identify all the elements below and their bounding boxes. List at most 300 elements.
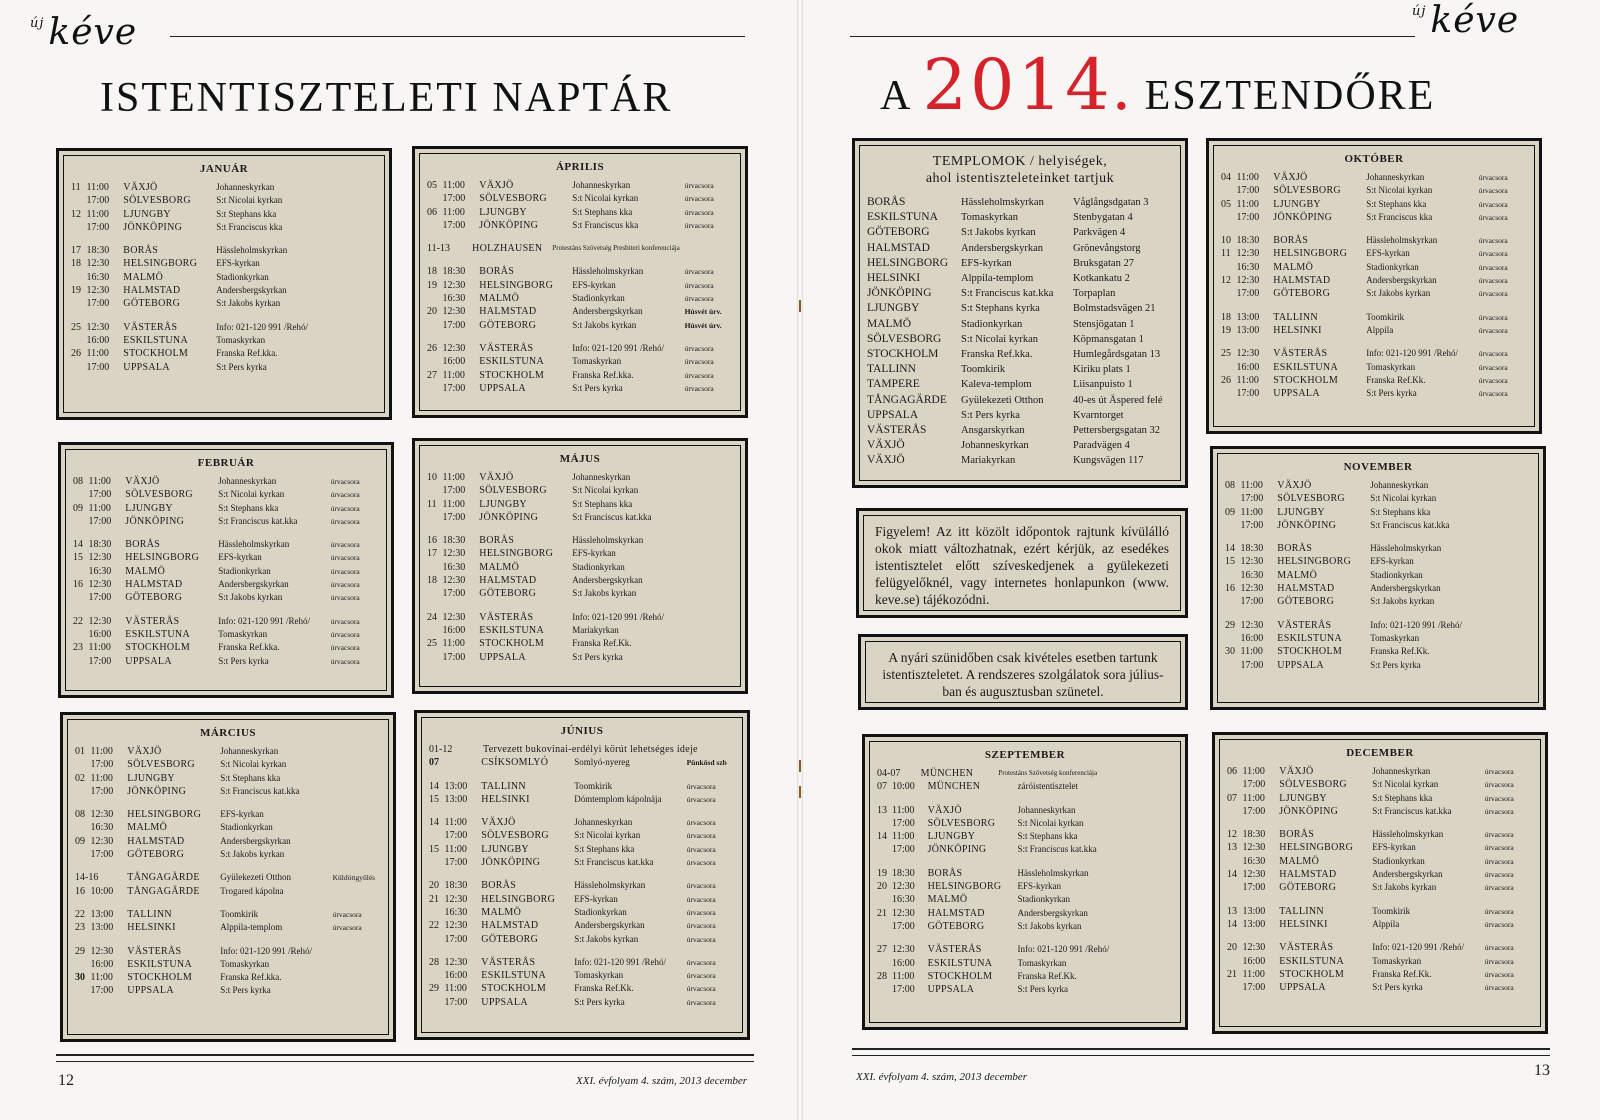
schedule-row — [75, 945, 381, 958]
day-cell: 29 — [75, 945, 85, 957]
time-cell: 17:00 — [86, 298, 110, 310]
church-cell: Tomaskyrkan — [572, 356, 622, 367]
schedule-row — [1227, 778, 1533, 791]
note-cell: úrvacsora — [1478, 375, 1508, 385]
city-cell: GÖTEBORG — [123, 298, 181, 310]
city-cell: TÅNGAGÄRDE — [127, 872, 200, 884]
schedule-row — [427, 292, 733, 305]
city-cell: UPPSALA — [1279, 982, 1326, 994]
church-cell: Andersbergskyrkan — [1366, 275, 1437, 286]
church-cell: Alppila — [1366, 324, 1394, 335]
time-cell: 17:00 — [891, 920, 915, 932]
notice-box-attention — [856, 508, 1188, 618]
city-cell: HELSINKI — [1273, 324, 1322, 336]
church-cell: S:t Franciscus kat.kka — [572, 511, 652, 522]
note-cell — [333, 848, 381, 861]
time-cell: 16:30 — [891, 894, 915, 906]
temple-address: Parkvägen 4 — [1073, 227, 1126, 239]
schedule-row — [75, 772, 381, 785]
schedule-row — [1227, 805, 1533, 818]
church-cell: S:t Nicolai kyrkan — [574, 830, 641, 841]
city-cell: JÖNKÖPING — [479, 219, 539, 231]
city-cell: MALMÖ — [479, 293, 520, 305]
time-cell: 12:30 — [1236, 275, 1260, 287]
logo-name: kéve — [1430, 0, 1520, 41]
note-cell: úrvacsora — [684, 357, 714, 367]
schedule-row — [71, 257, 377, 270]
city-cell: STOCKHOLM — [481, 983, 547, 995]
church-cell: S:t Pers kyrka — [220, 985, 271, 996]
temple-city: ESKILSTUNA — [867, 211, 938, 224]
church-cell: S:t Nicolai kyrkan — [1017, 817, 1084, 828]
note-cell: úrvacsora — [1478, 325, 1508, 335]
temple-church: S:t Jakobs kyrkan — [961, 227, 1036, 239]
church-cell: Andersbergskyrkan — [572, 306, 643, 317]
note-cell: úrvacsora — [684, 194, 714, 204]
day-cell — [1221, 387, 1237, 400]
time-cell: 17:00 — [1236, 288, 1260, 300]
city-cell: JÖNKÖPING — [123, 221, 183, 233]
city-cell: SÖLVESBORG — [479, 485, 547, 497]
city-cell: GÖTEBORG — [1273, 288, 1331, 300]
time-cell: 11:00 — [444, 817, 467, 829]
note-cell — [1126, 817, 1173, 830]
note-cell — [685, 471, 733, 484]
city-cell: GÖTEBORG — [127, 849, 185, 861]
note-cell — [333, 984, 381, 997]
city-cell: MALMÖ — [125, 565, 166, 577]
day-cell: 28 — [429, 956, 439, 968]
note-cell: úrvacsora — [1478, 186, 1508, 196]
time-cell: 11:00 — [90, 746, 113, 757]
time-cell: 13:00 — [1242, 905, 1266, 917]
note-cell: úrvacsora — [1484, 943, 1514, 953]
temple-church: S:t Franciscus kat.kka — [961, 288, 1054, 300]
church-cell: S:t Jakobs kyrkan — [216, 298, 281, 309]
church-cell: Hässleholmskyrkan — [216, 245, 288, 256]
city-cell: HALMSTAD — [1277, 583, 1335, 595]
schedule-row — [1221, 211, 1527, 224]
day-cell: 19 — [427, 279, 437, 291]
day-cell — [877, 893, 892, 906]
church-cell: Alppila-templom — [220, 922, 283, 933]
city-cell: HALMSTAD — [127, 835, 185, 847]
day-cell: 29 — [1225, 619, 1235, 631]
note-cell — [1483, 582, 1531, 595]
schedule-row — [73, 641, 379, 654]
day-cell: 10 — [1221, 235, 1231, 247]
time-cell: 16:30 — [90, 822, 114, 834]
church-cell: Dómtemplom kápolnája — [574, 793, 662, 804]
temple-row — [867, 225, 1173, 240]
note-cell: úrvacsora — [332, 923, 362, 933]
temple-church: Kaleva-templom — [961, 379, 1032, 391]
day-cell: 09 — [1225, 506, 1235, 518]
schedule-row — [75, 758, 381, 771]
group-spacer — [877, 857, 1173, 867]
city-cell: VÄSTERÅS — [1277, 619, 1332, 631]
time-cell: 16:30 — [88, 565, 112, 577]
city-cell: LJUNGBY — [481, 843, 529, 855]
temple-city: TÅNGAGÄRDE — [867, 393, 947, 406]
logo-left — [30, 12, 137, 53]
schedule-row — [1225, 555, 1531, 568]
note-cell — [691, 242, 733, 255]
time-cell: 16:30 — [442, 293, 466, 305]
time-cell: 13:00 — [1236, 311, 1260, 323]
day-cell — [73, 565, 89, 578]
note-cell — [333, 745, 381, 758]
temple-address: Stenbygatan 4 — [1073, 212, 1133, 224]
title-a: A — [880, 73, 911, 119]
city-cell: STOCKHOLM — [125, 642, 191, 654]
time-cell: 17:00 — [90, 785, 114, 797]
schedule-row — [75, 821, 381, 834]
city-cell: UPPSALA — [479, 382, 526, 394]
church-cell: Hässleholmskyrkan — [1366, 235, 1438, 246]
day-cell: 05 — [1221, 198, 1231, 210]
note-cell: úrvacsora — [330, 477, 360, 486]
note-cell — [333, 958, 381, 971]
day-cell: 14 — [1225, 543, 1235, 555]
church-cell: Stadionkyrkan — [216, 271, 269, 282]
day-cell — [877, 843, 892, 856]
church-cell: S:t Jakobs kyrkan — [1017, 920, 1082, 931]
day-cell — [1227, 778, 1243, 791]
time-cell: 17:00 — [90, 985, 114, 997]
church-cell: S:t Franciscus kka — [216, 221, 283, 232]
church-cell: Info: 021-120 991 /Rehó/ — [1366, 348, 1459, 359]
city-cell: JÖNKÖPING — [1273, 211, 1333, 223]
temple-church: Alppila-templom — [961, 273, 1034, 285]
day-cell — [73, 591, 89, 604]
church-cell: Andersbergskyrkan — [1017, 907, 1088, 918]
city-cell: LJUNGBY — [1279, 792, 1327, 804]
day-cell: 20 — [877, 881, 887, 893]
schedule-row — [1227, 841, 1533, 854]
day-cell: 15 — [1225, 556, 1235, 568]
city-cell: MALMÖ — [1273, 261, 1314, 273]
church-cell: S:t Stephans kka — [1017, 831, 1078, 842]
temple-church: S:t Nicolai kyrkan — [961, 333, 1038, 345]
schedule-row — [427, 355, 733, 368]
schedule-row — [1225, 479, 1531, 492]
church-cell: Tomaskyrkan — [218, 628, 268, 639]
schedule-row — [1225, 519, 1531, 532]
schedule-row — [73, 515, 379, 528]
city-cell: STOCKHOLM — [127, 972, 193, 984]
church-cell: Andersbergskyrkan — [216, 285, 287, 296]
time-cell: 17:00 — [88, 489, 112, 501]
church-cell: Hässleholmskyrkan — [1372, 829, 1444, 840]
title-year: 2014 — [922, 44, 1113, 126]
time-cell: 17:00 — [1236, 185, 1260, 197]
time-cell: 12:30 — [88, 615, 112, 627]
schedule-row — [429, 893, 735, 906]
day-cell — [427, 511, 443, 524]
church-cell: Hässleholmskyrkan — [574, 880, 646, 891]
note-cell: úrvacsora — [1484, 780, 1514, 790]
schedule-row — [71, 284, 377, 297]
church-cell: S:t Pers kyrka — [572, 382, 623, 393]
schedule-row — [427, 587, 733, 600]
note-cell: úrvacsora — [330, 643, 360, 653]
city-cell: BORÅS — [1277, 543, 1313, 555]
church-cell: S:t Jakobs kyrkan — [1372, 882, 1437, 893]
schedule-row — [427, 369, 733, 382]
note-cell — [1483, 645, 1531, 658]
schedule-row — [427, 342, 733, 355]
city-cell: LJUNGBY — [927, 831, 976, 843]
church-cell: Stadionkyrkan — [1370, 569, 1423, 580]
schedule-row — [429, 996, 735, 1009]
city-cell: VÄXJÖ — [127, 746, 162, 757]
church-cell: Info: 021-120 991 /Rehó/ — [1372, 942, 1465, 953]
temple-city: SÖLVESBORG — [867, 332, 942, 345]
church-cell: Johanneskyrkan — [572, 180, 631, 190]
month-box-oktober — [1206, 138, 1542, 434]
note-cell: úrvacsora — [686, 831, 716, 841]
month-heading: NOVEMBER — [1343, 461, 1413, 473]
city-cell: UPPSALA — [927, 984, 975, 996]
note-cell: úrvacsora — [686, 921, 716, 931]
note-cell: úrvacsora — [1484, 906, 1514, 916]
month-heading: DECEMBER — [1346, 747, 1414, 759]
church-cell: EFS-kyrkan — [572, 279, 616, 290]
city-cell: MÜNCHEN — [927, 781, 981, 793]
schedule-row — [1227, 855, 1533, 868]
page-number-left: 12 — [58, 1072, 74, 1089]
city-cell: BORÅS — [1273, 235, 1309, 247]
schedule-row — [71, 244, 377, 257]
schedule-row — [1221, 171, 1527, 184]
note-cell — [333, 821, 381, 834]
time-cell: 12:30 — [444, 920, 468, 932]
schedule-row — [73, 628, 379, 641]
note-cell: Küldöttgyűlés — [332, 873, 376, 883]
church-cell: Stadionkyrkan — [1017, 894, 1070, 905]
church-cell: Tomaskyrkan — [1017, 957, 1067, 968]
church-cell: Andersbergskyrkan — [574, 920, 645, 931]
schedule-row — [429, 743, 735, 756]
schedule-row — [1221, 387, 1527, 400]
schedule-row — [877, 943, 1173, 956]
schedule-row — [75, 971, 381, 984]
schedule-row — [1221, 184, 1527, 197]
day-cell: 16 — [75, 885, 85, 897]
day-cell: 14 — [429, 817, 439, 829]
note-cell — [1483, 479, 1531, 492]
temple-row — [867, 347, 1173, 362]
church-cell: EFS-kyrkan — [220, 809, 264, 820]
note-cell — [685, 511, 733, 524]
church-cell: Protestáns Szövetség Presbiteri konferenciája — [552, 244, 680, 253]
city-cell: JÖNKÖPING — [481, 857, 541, 869]
schedule-row — [427, 219, 733, 232]
day-cell: 07 — [877, 781, 887, 793]
note-cell: úrvacsora — [1478, 249, 1508, 259]
church-cell: Franska Ref.kka. — [218, 642, 280, 653]
temple-city: VÄXJÖ — [867, 439, 905, 452]
note-cell — [1483, 569, 1531, 582]
schedule-row — [1225, 542, 1531, 555]
city-cell: HALMSTAD — [479, 306, 537, 318]
time-cell: 11:00 — [444, 843, 467, 855]
city-cell: SÖLVESBORG — [1279, 779, 1347, 791]
city-cell: STOCKHOLM — [123, 348, 189, 360]
group-spacer — [75, 935, 381, 945]
note-cell: úrvacsora — [1484, 870, 1514, 880]
time-cell: 11:00 — [442, 180, 465, 191]
note-cell: úrvacsora — [1484, 883, 1514, 893]
note-cell — [1126, 804, 1173, 817]
church-cell: EFS-kyrkan — [216, 258, 260, 269]
note-cell — [685, 624, 733, 637]
time-cell: 18:30 — [86, 245, 110, 257]
day-cell — [429, 829, 445, 842]
note-cell — [333, 808, 381, 821]
temple-church: Andersbergskyrkan — [961, 242, 1044, 254]
church-cell: Tomaskyrkan — [1372, 955, 1422, 966]
city-cell: VÄSTERÅS — [479, 611, 534, 623]
city-cell: ESKILSTUNA — [479, 624, 544, 636]
city-cell: BORÅS — [479, 266, 515, 278]
day-cell — [429, 933, 445, 946]
temple-row — [867, 301, 1173, 316]
day-cell: 25 — [1221, 348, 1231, 360]
city-cell: SÖLVESBORG — [127, 759, 195, 771]
church-cell: Info: 021-120 991 /Rehó/ — [1017, 944, 1110, 955]
page-number-right: 13 — [1534, 1062, 1550, 1079]
group-spacer — [1225, 609, 1531, 619]
city-cell: SÖLVESBORG — [123, 195, 191, 207]
schedule-row — [71, 208, 377, 221]
note-cell: úrvacsora — [686, 881, 716, 891]
day-cell: 26 — [427, 342, 437, 354]
schedule-row — [1225, 619, 1531, 632]
temple-row — [867, 241, 1173, 256]
note-cell: úrvacsora — [330, 593, 360, 603]
schedule-row — [427, 206, 733, 219]
day-cell: 01 — [75, 746, 85, 757]
temple-city: VÄSTERÅS — [867, 424, 927, 437]
note-cell: úrvacsora — [1484, 956, 1514, 966]
church-cell: S:t Pers kyrka — [1372, 982, 1423, 993]
church-cell: Hässleholmskyrkan — [572, 266, 644, 277]
group-spacer — [1227, 895, 1533, 905]
church-cell: S:t Jakobs kyrkan — [572, 588, 637, 599]
church-cell: S:t Franciscus kat.kka — [574, 857, 654, 868]
day-cell — [75, 848, 91, 861]
city-cell: VÄSTERÅS — [479, 342, 534, 354]
time-cell: 12:30 — [442, 306, 466, 318]
day-cell: 22 — [429, 920, 439, 932]
temple-address: Pettersbergsgatan 32 — [1073, 425, 1160, 437]
group-spacer — [73, 605, 379, 615]
schedule-row — [427, 547, 733, 560]
time-cell: 17:00 — [88, 655, 112, 667]
day-cell: 06 — [1227, 766, 1237, 777]
time-cell: 16:00 — [444, 970, 468, 982]
city-cell: HALMSTAD — [927, 907, 985, 919]
city-cell: JÖNKÖPING — [1277, 519, 1337, 531]
group-spacer — [75, 898, 381, 908]
schedule-row — [1225, 569, 1531, 582]
city-cell: HALMSTAD — [125, 579, 183, 591]
city-cell: HOLZHAUSEN — [472, 243, 543, 255]
church-cell: S:t Jakobs kyrkan — [574, 933, 639, 944]
time-cell: 16:00 — [891, 957, 915, 969]
city-cell: SÖLVESBORG — [479, 193, 547, 205]
church-cell: Info: 021-120 991 /Rehó/ — [572, 611, 665, 622]
time-cell: 18:30 — [1242, 829, 1266, 841]
church-cell: Hässleholmskyrkan — [1370, 543, 1442, 554]
temple-city: TAMPERE — [867, 378, 920, 391]
church-cell: S:t Nicolai kyrkan — [216, 195, 283, 206]
binding-mark — [799, 786, 801, 798]
note-cell: úrvacsora — [684, 267, 714, 277]
temple-city: BORÅS — [867, 196, 906, 208]
day-cell: 26 — [71, 348, 81, 360]
schedule-row — [429, 829, 735, 842]
church-cell: Alppila — [1372, 918, 1400, 929]
temple-church: Hässleholmskyrkan — [961, 197, 1044, 208]
note-cell — [329, 334, 377, 347]
city-cell: HELSINGBORG — [125, 552, 200, 564]
church-cell: Tomaskyrkan — [220, 958, 270, 969]
church-cell: Franska Ref.Kk. — [574, 983, 634, 994]
church-cell: EFS-kyrkan — [572, 548, 616, 559]
time-cell: 17:00 — [444, 996, 468, 1008]
time-cell: 12:30 — [1236, 348, 1260, 360]
day-cell: 27 — [427, 369, 437, 381]
day-cell: 22 — [73, 615, 83, 627]
day-cell: 21 — [877, 907, 887, 919]
group-spacer — [429, 806, 735, 816]
time-cell: 16:30 — [442, 561, 466, 573]
church-cell: Johanneskyrkan — [572, 472, 631, 482]
note-cell: úrvacsora — [684, 181, 714, 190]
day-cell: 04 — [1221, 172, 1231, 183]
time-cell: 11:00 — [88, 642, 111, 654]
city-cell: HELSINGBORG — [1277, 556, 1352, 568]
city-cell: TALLINN — [481, 780, 526, 792]
city-cell: ESKILSTUNA — [1279, 955, 1344, 967]
day-cell — [75, 758, 91, 771]
schedule-row — [1227, 868, 1533, 881]
schedule-row — [427, 179, 733, 192]
note-cell: úrvacsora — [686, 984, 716, 994]
note-cell — [333, 772, 381, 785]
time-cell: 12:30 — [442, 611, 466, 623]
schedule-row — [1227, 828, 1533, 841]
time-cell: 17:00 — [891, 984, 915, 996]
church-cell: Stadionkyrkan — [572, 561, 625, 572]
note-cell — [1126, 907, 1173, 920]
schedule-row — [427, 382, 733, 395]
schedule-row — [1227, 792, 1533, 805]
month-box-aprilis — [412, 146, 748, 418]
month-box-szeptember — [862, 734, 1188, 1030]
church-cell: Andersbergskyrkan — [220, 835, 291, 846]
schedule-row — [75, 835, 381, 848]
note-cell — [329, 297, 377, 310]
day-cell — [1227, 855, 1243, 868]
temple-church: Toomkirik — [961, 364, 1006, 376]
day-cell: 16 — [1225, 583, 1235, 595]
day-cell: 18 — [71, 258, 81, 270]
page-title-right — [880, 44, 1435, 127]
